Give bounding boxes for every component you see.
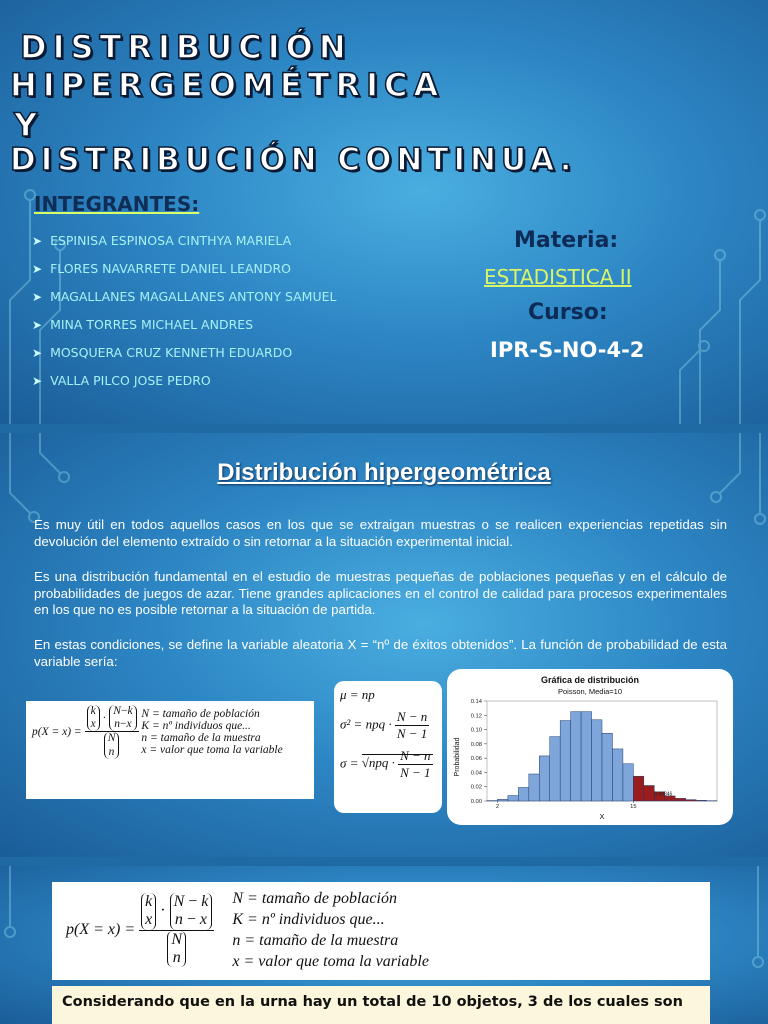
bar <box>497 799 507 801</box>
chart-title: Gráfica de distribución <box>540 675 640 685</box>
paragraph: En estas condiciones, se define la variable aleatoria X = “nº de éxitos obtenidos”. La función de probabilidad de esta variable sería: <box>34 637 727 669</box>
definition-line: n = tamaño de la muestra <box>232 932 399 949</box>
formula-fraction: k x · N − k n − x N n <box>139 893 214 968</box>
member-item <box>32 345 292 360</box>
definition-line: x = valor que toma la variable <box>141 743 283 756</box>
bar <box>623 764 633 801</box>
bar <box>675 798 685 801</box>
title-slide <box>0 0 768 424</box>
definition-line: N = tamaño de población <box>232 890 397 907</box>
bar <box>518 788 528 802</box>
chart-svg <box>447 669 733 825</box>
bar <box>612 749 622 801</box>
curso-label: Curso: <box>528 300 608 325</box>
arrow-icon: ➤ <box>32 346 43 360</box>
formula-lhs: p(X = x) = <box>32 725 82 738</box>
example-note: Considerando que en la urna hay un total de 10 objetos, 3 de los cuales son <box>52 986 710 1024</box>
member-name: FLORES NAVARRETE DANIEL LEANDRO <box>50 261 292 276</box>
variance-formula <box>340 709 436 742</box>
y-tick-label: 0.10 <box>470 727 482 734</box>
y-tick-label: 0.04 <box>470 770 482 777</box>
integrantes-label: INTEGRANTES: <box>34 192 200 216</box>
hypergeometric-formula <box>26 701 314 799</box>
fraction-numerator: N − n <box>400 748 431 763</box>
member-item <box>32 373 211 388</box>
mean-variance-formula <box>334 681 442 813</box>
x-tick-label: 2 <box>495 804 500 810</box>
member-name: ESPINISA ESPINOSA CINTHYA MARIELA <box>50 233 292 248</box>
title-line-1: DISTRIBUCIÓN <box>20 28 352 66</box>
bar <box>696 800 706 801</box>
bar <box>508 796 518 801</box>
mean-formula: μ = np <box>340 687 375 702</box>
bar <box>686 800 696 801</box>
bar <box>581 712 591 801</box>
title-line-3: Y <box>14 106 44 144</box>
y-tick-label: 0.12 <box>470 713 482 720</box>
stddev-npq: npq · <box>368 755 395 771</box>
variance-lhs: σ² = npq · <box>340 716 392 732</box>
example-slide <box>0 866 768 1024</box>
distribution-chart <box>447 669 733 825</box>
stddev-lhs: σ = <box>340 755 359 771</box>
chart-subtitle: Poisson, Media=10 <box>558 687 622 696</box>
bar <box>602 733 612 801</box>
bar <box>633 776 643 801</box>
definition-line: K = nº individuos que... <box>232 911 385 928</box>
member-name: MOSQUERA CRUZ KENNETH EDUARDO <box>50 345 293 360</box>
slide-title: Distribución hipergeométrica <box>217 459 551 486</box>
bar <box>560 721 570 801</box>
hypergeometric-slide <box>0 433 768 857</box>
arrow-icon: ➤ <box>32 374 43 388</box>
member-item <box>32 317 253 332</box>
bar <box>644 786 654 802</box>
paragraph: Es muy útil en todos aquellos casos en los que se extraigan muestras o se realicen experiencias repetidas sin devolución del elemento extraído o sin retornar a la situación experimental inicial. <box>34 517 727 549</box>
materia-value: ESTADISTICA II <box>484 265 632 289</box>
chart-x-label: X <box>599 812 605 821</box>
fraction-numerator: N − n <box>396 709 428 724</box>
chart-annotation: 0.08346 <box>654 791 673 798</box>
member-item <box>32 261 291 276</box>
formula-definitions <box>141 708 282 756</box>
member-item <box>32 233 291 248</box>
arrow-icon: ➤ <box>32 234 43 248</box>
definition-line: K = nº individuos que... <box>141 719 251 732</box>
formula-fraction: k x · N−k n−x N n <box>85 705 139 759</box>
definition-line: n = tamaño de la muestra <box>141 731 261 744</box>
fraction-denominator: N − 1 <box>400 765 431 780</box>
formula-lhs: p(X = x) = <box>66 921 136 938</box>
member-name: MAGALLANES MAGALLANES ANTONY SAMUEL <box>50 289 337 304</box>
arrow-icon: ➤ <box>32 318 43 332</box>
arrow-icon: ➤ <box>32 262 43 276</box>
y-tick-label: 0.08 <box>470 741 482 748</box>
definition-line: N = tamaño de población <box>141 707 260 720</box>
bar <box>550 737 560 801</box>
bar <box>571 712 581 801</box>
formula-definitions <box>232 888 429 972</box>
materia-label: Materia: <box>514 228 619 253</box>
y-tick-label: 0.02 <box>470 784 482 791</box>
fraction-denominator: N − 1 <box>396 726 428 741</box>
title-line-2: HIPERGEOMÉTRICA <box>10 66 445 104</box>
y-tick-label: 0.06 <box>470 756 482 763</box>
stddev-formula: σ = √npq · $\frac{N - n}{N - 1}$ <box>340 748 431 780</box>
member-name: MINA TORRES MICHAEL ANDRES <box>50 317 254 332</box>
y-tick-label: 0.00 <box>470 799 482 805</box>
member-name: VALLA PILCO JOSE PEDRO <box>50 373 211 388</box>
arrow-icon: ➤ <box>32 290 43 304</box>
hypergeometric-formula-large <box>52 882 710 980</box>
y-tick-label: 0.14 <box>470 699 482 705</box>
curso-value: IPR-S-NO-4-2 <box>490 338 645 362</box>
paragraph: Es una distribución fundamental en el estudio de muestras pequeñas de poblaciones pequeñas y en el cálculo de probabilidades de juegos de azar. Tiene grandes aplicaciones en el control de calidad para procesos experimentales en los que no es posible retornar a la situación de partida. <box>34 569 727 617</box>
bar <box>539 756 549 801</box>
bar <box>592 720 602 801</box>
member-item <box>32 289 336 304</box>
chart-y-label: Probabilidad <box>454 737 461 777</box>
definition-line: x = valor que toma la variable <box>232 953 429 970</box>
title-line-4: DISTRIBUCIÓN CONTINUA. <box>10 142 577 178</box>
x-tick-label: 15 <box>630 804 637 810</box>
bar <box>529 774 539 801</box>
